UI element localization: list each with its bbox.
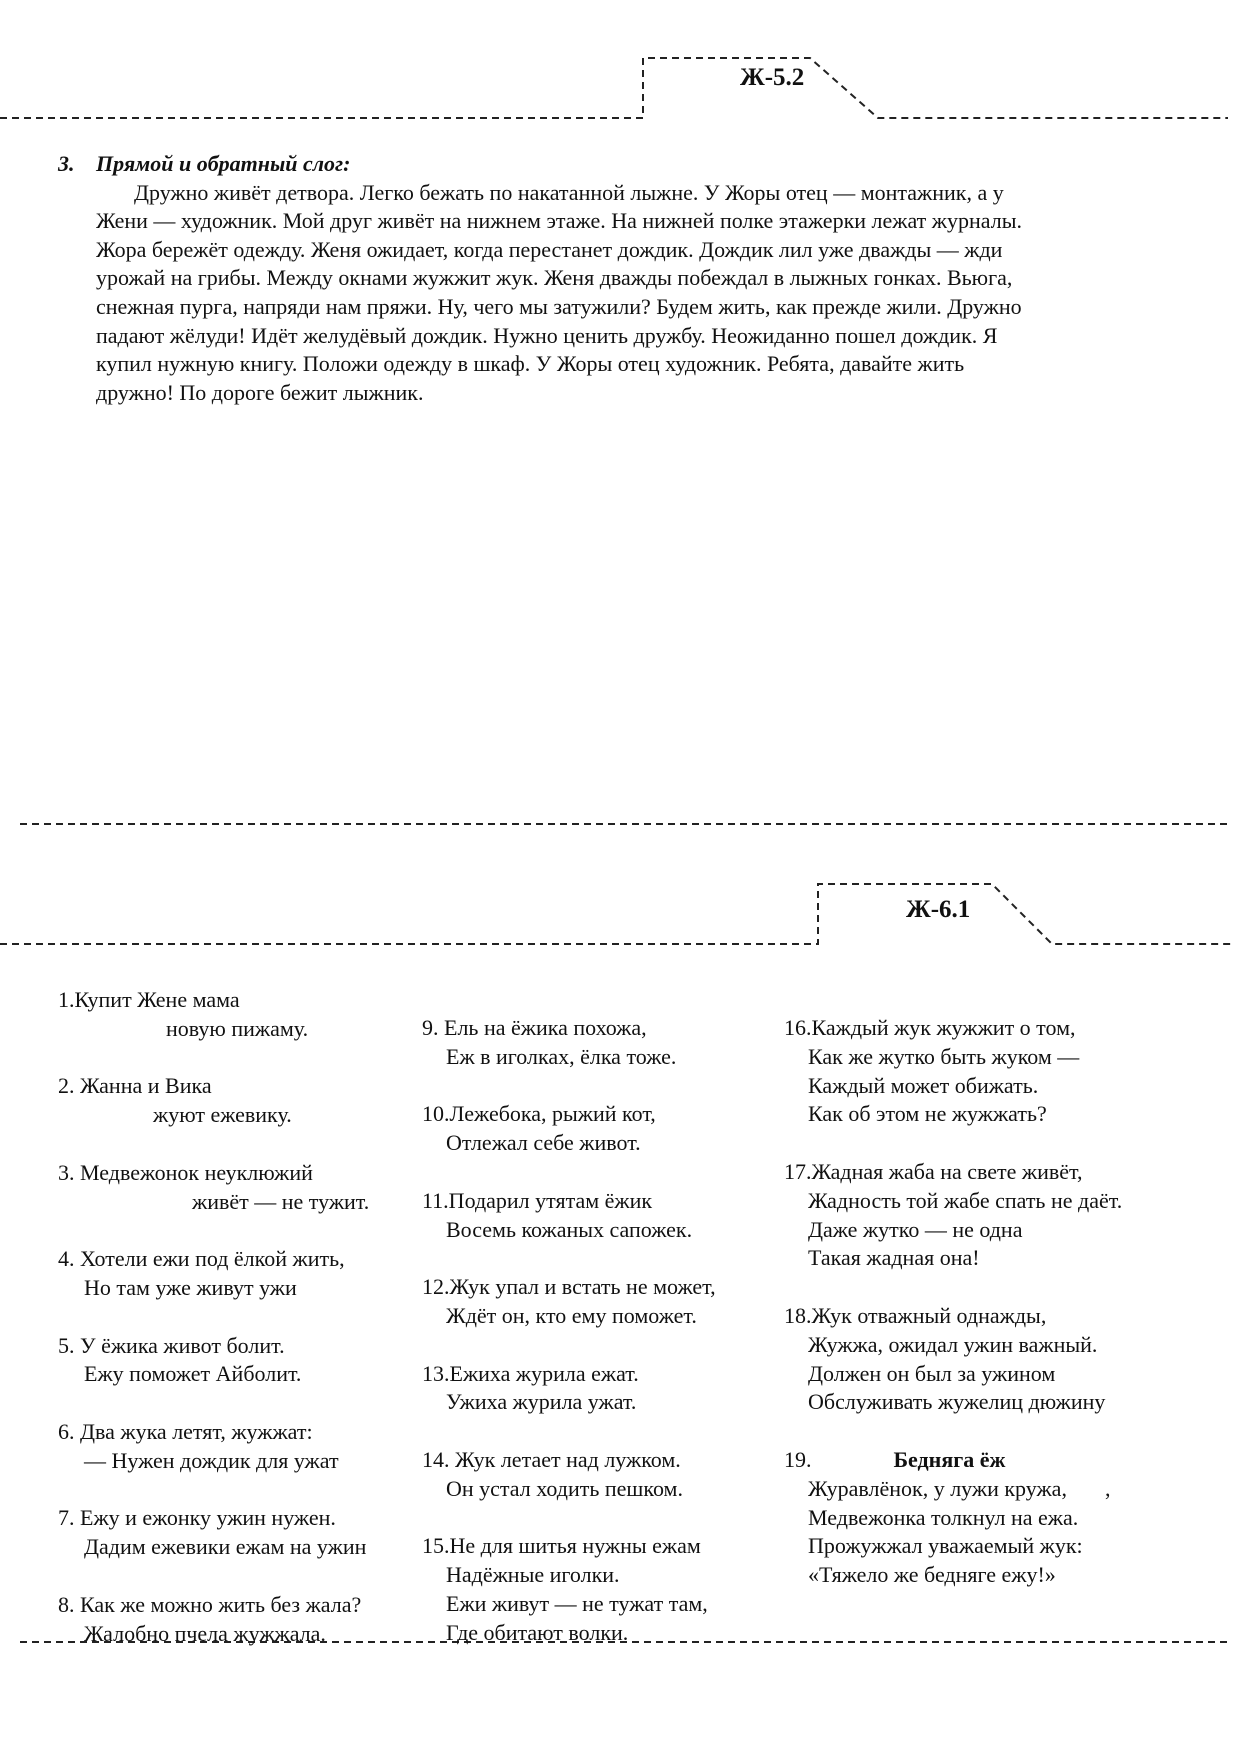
poem-line: Ужиха журила ужат. <box>446 1389 637 1415</box>
poem-item <box>58 1591 418 1649</box>
poem-line: Он устал ходить пешком. <box>446 1475 683 1501</box>
poem-line: Жадность той жабе спать не даёт. <box>808 1187 1123 1213</box>
poem-item <box>422 1273 782 1331</box>
poem-line: 14. Жук летает над лужком. <box>422 1446 681 1472</box>
poem-line: Жужжа, ожидал ужин важный. <box>808 1331 1098 1357</box>
poem-line: 10.Лежебока, рыжий кот, <box>422 1101 656 1127</box>
poem-item <box>784 1014 1224 1129</box>
poem-line: «Тяжело же бедняге ежу!» <box>808 1562 1056 1588</box>
poem-line: 11.Подарил утятам ёжик <box>422 1187 653 1213</box>
poem-line: Еж в иголках, ёлка тоже. <box>446 1043 677 1069</box>
poem-line: Надёжные иголки. <box>446 1562 620 1588</box>
poem-line: Восемь кожаных сапожек. <box>446 1216 693 1242</box>
poem-line: Как же жутко быть жуком — <box>808 1043 1080 1069</box>
poem-line: 2. Жанна и Вика <box>58 1073 212 1099</box>
text-line: Жора бережёт одежду. Женя ожидает, когда перестанет дождик. Дождик лил уже дважды — жди <box>96 236 1003 262</box>
text-line: Дружно живёт детвора. Легко бежать по накатанной лыжне. У Жоры отец — монтажник, а у <box>134 179 1004 205</box>
poem-line: 4. Хотели ежи под ёлкой жить, <box>58 1246 345 1272</box>
text-line: купил нужную книгу. Положи одежду в шкаф. У Жоры отец художник. Ребята, давайте жить <box>96 351 965 377</box>
poem-item <box>422 1014 782 1072</box>
poem-item <box>422 1532 782 1647</box>
poem-line: Где обитают волки. <box>446 1619 629 1645</box>
card-code-label: Ж-5.2 <box>740 64 805 91</box>
poem-column-3 <box>784 1014 1224 1619</box>
text-line: падают жёлуди! Идёт желудёвый дождик. Нужно ценить дружбу. Неожиданно пошел дождик. Я <box>96 322 998 348</box>
poem-line: 9. Ель на ёжика похожа, <box>422 1015 647 1040</box>
poem-line-text: Журавлёнок, у лужи кружа, <box>808 1475 1067 1501</box>
poem-item <box>422 1360 782 1418</box>
poem-line: Даже жутко — не одна <box>808 1216 1023 1242</box>
text-line: дружно! По дороге бежит лыжник. <box>96 379 424 405</box>
poem-item <box>784 1302 1224 1417</box>
poem-line: 13.Ежиха журила ежат. <box>422 1360 639 1386</box>
header-tab-outline-1 <box>0 58 1228 118</box>
poem-item <box>58 1504 418 1562</box>
poem-title: Бедняга ёж <box>893 1446 1006 1472</box>
header-tab-outline-2 <box>0 884 1232 944</box>
poem-line: 3. Медвежонок неуклюжий <box>58 1159 313 1185</box>
poem-line: 16.Каждый жук жужжит о том, <box>784 1015 1076 1040</box>
exercise-number: 3. <box>58 151 75 176</box>
poem-item <box>58 1332 418 1390</box>
poem-line: 1.Купит Жене мама <box>58 987 240 1012</box>
exercise-text <box>96 179 1188 408</box>
poem-line: Прожужжал уважаемый жук: <box>808 1533 1083 1559</box>
poem-line: — Нужен дождик для ужат <box>84 1447 339 1473</box>
poem-line: Ждёт он, кто ему поможет. <box>446 1302 697 1328</box>
text-line: Жени — художник. Мой друг живёт на нижнем этаже. На нижней полке этажерки лежат журналы. <box>96 208 1022 234</box>
poem-line: 15.Не для шитья нужны ежам <box>422 1533 701 1559</box>
poem-column-2 <box>422 1014 782 1676</box>
poem-line: Должен он был за ужином <box>808 1360 1056 1386</box>
poem-column-1 <box>58 986 418 1677</box>
poem-item <box>422 1446 782 1504</box>
poem-line: 18.Жук отважный однажды, <box>784 1302 1047 1328</box>
poem-line: Дадим ежевики ежам на ужин <box>84 1534 367 1560</box>
poem-line: Ежи живут — не тужат там, <box>446 1590 708 1616</box>
poem-heading <box>784 1446 1224 1475</box>
poem-line: 7. Ежу и ежонку ужин нужен. <box>58 1505 336 1531</box>
poem-line: Отлежал себе живот. <box>446 1130 641 1156</box>
poem-item <box>784 1446 1224 1590</box>
poem-line <box>784 1475 1224 1504</box>
poem-line: Жалобно пчела жужжала. <box>84 1620 326 1646</box>
poem-line: Как об этом не жужжать? <box>808 1101 1047 1127</box>
poem-number: 19. <box>784 1446 812 1472</box>
poem-line: Медвежонка толкнул на ежа. <box>808 1504 1079 1530</box>
poem-item <box>58 1245 418 1303</box>
poem-item <box>422 1187 782 1245</box>
poem-line: Обслуживать жужелиц дюжину <box>808 1389 1106 1415</box>
stray-comma: , <box>1104 1475 1111 1501</box>
text-line: снежная пурга, напряди нам пряжи. Ну, чего мы затужили? Будем жить, как прежде жили. Дружно <box>96 293 1022 319</box>
poem-line: Каждый может обижать. <box>808 1072 1039 1098</box>
poem-line: живёт — не тужит. <box>192 1188 370 1214</box>
poem-item <box>58 1418 418 1476</box>
card-code-label: Ж-6.1 <box>906 896 971 923</box>
poem-item <box>58 986 418 1044</box>
poem-line: Но там уже живут ужи <box>84 1274 297 1300</box>
exercise-title: Прямой и обратный слог: <box>96 151 351 176</box>
poem-line: 6. Два жука летят, жужжат: <box>58 1418 313 1444</box>
poem-item <box>58 1072 418 1130</box>
exercise-heading <box>58 150 1188 179</box>
poem-line: Ежу поможет Айболит. <box>84 1361 302 1387</box>
text-line: урожай на грибы. Между окнами жужжит жук. Женя дважды побеждал в лыжных гонках. Вьюга, <box>96 265 1013 291</box>
poem-line: 5. У ёжика живот болит. <box>58 1332 285 1358</box>
poem-line: Такая жадная она! <box>808 1245 980 1271</box>
poem-item <box>58 1159 418 1217</box>
poem-line: новую пижаму. <box>166 1015 309 1041</box>
poem-line: жуют ежевику. <box>153 1102 292 1128</box>
poem-item <box>784 1158 1224 1273</box>
poem-line: 12.Жук упал и встать не может, <box>422 1274 716 1300</box>
poem-item <box>422 1100 782 1158</box>
poem-line: 17.Жадная жаба на свете живёт, <box>784 1158 1083 1184</box>
exercise-section <box>58 150 1188 407</box>
poem-line: 8. Как же можно жить без жала? <box>58 1591 362 1617</box>
